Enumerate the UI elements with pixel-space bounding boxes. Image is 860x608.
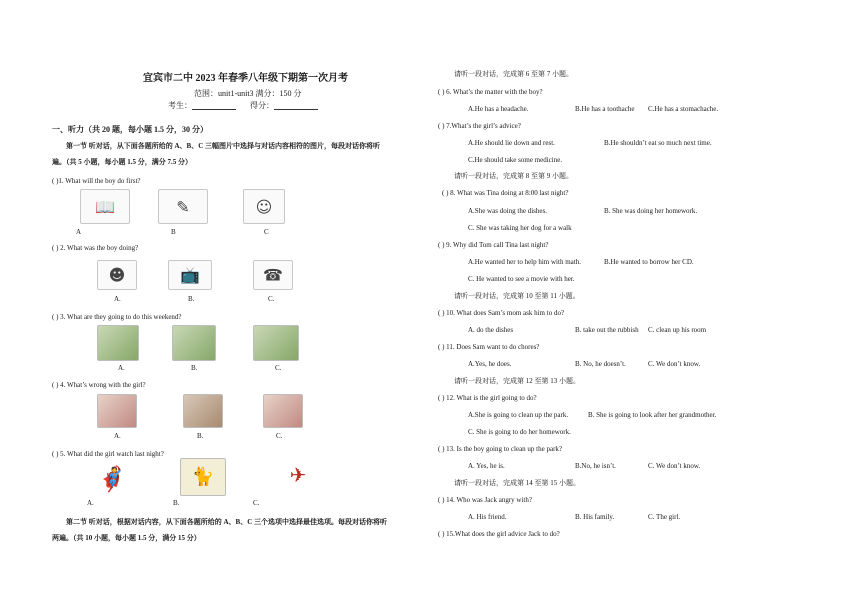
reading-sketch-icon: ☎ bbox=[263, 265, 283, 285]
part1-instruction-line1: 第一节 听对话，从下面各题所给的 A、B、C 三幅图片中选择与对话内容相符的图片，每段对话你将听 bbox=[66, 142, 381, 150]
q6-option-c[interactable]: C.He has a stomachache. bbox=[648, 105, 719, 113]
q14-option-b[interactable]: B. His family. bbox=[575, 513, 615, 521]
q6-option-a[interactable]: A.He has a headache. bbox=[468, 105, 529, 113]
question-1: ( )1. What will the boy do first? bbox=[52, 177, 141, 185]
reading-sketch-icon: 📖 bbox=[95, 197, 115, 216]
question-5: ( ) 5. What did the girl watch last night? bbox=[52, 450, 164, 458]
q5-option-c-image[interactable] bbox=[274, 460, 322, 490]
part1-instruction-line2: 遍。（共 5 小题，每小题 1.5 分，满分 7.5 分） bbox=[52, 158, 192, 166]
score-label: 得分： bbox=[250, 101, 274, 110]
tom-and-jerry-icon: 🐈 bbox=[191, 466, 215, 488]
part2-instruction-line2: 两遍。（共 10 小题，每小题 1.5 分，满分 15 分） bbox=[52, 534, 201, 542]
q4-option-a-image[interactable] bbox=[97, 394, 137, 428]
q5-label-c: C. bbox=[253, 499, 260, 507]
q1-option-c-image[interactable] bbox=[243, 189, 285, 224]
question-7: ( ) 7.What’s the girl’s advice? bbox=[438, 122, 521, 130]
q3-label-c: C. bbox=[275, 364, 282, 372]
q1-option-a-image[interactable] bbox=[80, 189, 130, 224]
student-label: 考生： bbox=[168, 101, 192, 110]
q3-option-c-image[interactable] bbox=[253, 325, 299, 361]
student-sketch-icon: ☺ bbox=[255, 197, 273, 216]
q8-option-a[interactable]: A.She was doing the dishes. bbox=[468, 207, 547, 215]
question-13: ( ) 13. Is the boy going to clean up the park? bbox=[438, 445, 563, 453]
q2-option-a-image[interactable] bbox=[97, 260, 137, 290]
q4-option-b-image[interactable] bbox=[183, 394, 223, 428]
student-sketch-icon: ☻ bbox=[108, 265, 126, 285]
q2-label-c: C. bbox=[268, 295, 275, 303]
q5-label-a: A. bbox=[87, 499, 94, 507]
q8-option-b[interactable]: B. She was doing her homework. bbox=[604, 207, 698, 215]
instruction-12-13: 请听一段对话，完成第 12 至第 13 小题。 bbox=[454, 377, 580, 385]
question-8: ( ) 8. What was Tina doing at 8:00 last night? bbox=[442, 189, 569, 197]
student-line bbox=[168, 101, 318, 110]
q13-option-c[interactable]: C. We don’t know. bbox=[648, 462, 701, 470]
drawing-sketch-icon: ✎ bbox=[176, 197, 190, 216]
q13-option-a[interactable]: A. Yes, he is. bbox=[468, 462, 505, 470]
q1-label-a: A bbox=[76, 228, 82, 236]
instruction-10-11: 请听一段对话，完成第 10 至第 11 小题。 bbox=[454, 292, 580, 300]
question-9: ( ) 9. Why did Tom call Tina last night? bbox=[438, 241, 549, 249]
flying-hero-icon: ✈ bbox=[289, 463, 307, 487]
q11-option-a[interactable]: A.Yes, he does. bbox=[468, 360, 512, 368]
q1-option-b-image[interactable] bbox=[158, 189, 208, 224]
instruction-14-15: 请听一段对话，完成第 14 至第 15 小题。 bbox=[454, 479, 580, 487]
score-blank[interactable] bbox=[274, 102, 318, 110]
q9-option-c[interactable]: C. He wanted to see a movie with her. bbox=[468, 275, 575, 283]
q9-option-b[interactable]: B.He wanted to borrow her CD. bbox=[604, 258, 694, 266]
q5-label-b: B. bbox=[173, 499, 180, 507]
tv-sketch-icon: 📺 bbox=[180, 265, 200, 285]
section-heading: 一、听力（共 20 题，每小题 1.5 分，30 分） bbox=[52, 125, 208, 134]
q4-label-b: B. bbox=[197, 432, 204, 440]
q12-option-b[interactable]: B. She is going to look after her grandmother. bbox=[588, 411, 717, 419]
q1-label-c: C bbox=[264, 228, 269, 236]
question-15: ( ) 15.What does the girl advice Jack to do? bbox=[438, 530, 560, 538]
question-14: ( ) 14. Who was Jack angry with? bbox=[438, 496, 532, 504]
q3-option-a-image[interactable] bbox=[97, 325, 139, 361]
question-11: ( ) 11. Does Sam want to do chores? bbox=[438, 343, 540, 351]
student-blank[interactable] bbox=[192, 102, 236, 110]
q5-option-b-image[interactable] bbox=[180, 458, 226, 496]
q7-option-c[interactable]: C.He should take some medicine. bbox=[468, 156, 563, 164]
q14-option-a[interactable]: A. His friend. bbox=[468, 513, 507, 521]
q4-label-a: A. bbox=[114, 432, 121, 440]
q10-option-c[interactable]: C. clean up his room bbox=[648, 326, 707, 334]
question-6: ( ) 6. What’s the matter with the boy? bbox=[438, 88, 543, 96]
q2-option-c-image[interactable] bbox=[253, 260, 293, 290]
q10-option-a[interactable]: A. do the dishes bbox=[468, 326, 514, 334]
exam-title: 宜宾市二中 2023 年春季八年级下期第一次月考 bbox=[143, 73, 348, 84]
q4-option-c-image[interactable] bbox=[263, 394, 303, 428]
question-3: ( ) 3. What are they going to do this weekend? bbox=[52, 313, 182, 321]
q3-label-b: B. bbox=[191, 364, 198, 372]
q13-option-b[interactable]: B.No, he isn’t. bbox=[575, 462, 616, 470]
question-12: ( ) 12. What is the girl going to do? bbox=[438, 394, 537, 402]
q2-label-b: B. bbox=[188, 295, 195, 303]
q2-label-a: A. bbox=[114, 295, 121, 303]
superman-icon: 🦸 bbox=[97, 465, 127, 493]
part2-instruction-line1: 第二节 听对话，根据对话内容，从下面各题所给的 A、B、C 三个选项中选择最佳选项。每段对话你将听 bbox=[66, 518, 388, 526]
q11-option-b[interactable]: B. No, he doesn’t. bbox=[575, 360, 626, 368]
q3-option-b-image[interactable] bbox=[172, 325, 216, 361]
q3-label-a: A. bbox=[118, 364, 125, 372]
q7-option-a[interactable]: A.He should lie down and rest. bbox=[468, 139, 555, 147]
right-column bbox=[430, 0, 860, 608]
q12-option-c[interactable]: C. She is going to do her homework. bbox=[468, 428, 571, 436]
q5-option-a-image[interactable] bbox=[92, 460, 132, 498]
question-4: ( ) 4. What’s wrong with the girl? bbox=[52, 381, 146, 389]
instruction-8-9: 请听一段对话，完成第 8 至第 9 小题。 bbox=[454, 172, 573, 180]
q10-option-b[interactable]: B. take out the rubbish bbox=[575, 326, 639, 334]
q6-option-b[interactable]: B.He has a toothache bbox=[575, 105, 635, 113]
question-2: ( ) 2. What was the boy doing? bbox=[52, 244, 139, 252]
q12-option-a[interactable]: A.She is going to clean up the park. bbox=[468, 411, 569, 419]
q7-option-b[interactable]: B.He shouldn’t eat so much next time. bbox=[604, 139, 712, 147]
instruction-6-7: 请听一段对话，完成第 6 至第 7 小题。 bbox=[454, 70, 573, 78]
q4-label-c: C. bbox=[276, 432, 283, 440]
exam-scope: 范围：unit1-unit3 满分：150 分 bbox=[194, 89, 302, 98]
q1-label-b: B bbox=[171, 228, 176, 236]
q8-option-c[interactable]: C. She was taking her dog for a walk bbox=[468, 224, 572, 232]
q14-option-c[interactable]: C. The girl. bbox=[648, 513, 681, 521]
q11-option-c[interactable]: C. We don’t know. bbox=[648, 360, 701, 368]
question-10: ( ) 10. What does Sam’s mom ask him to do? bbox=[438, 309, 565, 317]
q9-option-a[interactable]: A.He wanted her to help him with math. bbox=[468, 258, 581, 266]
q2-option-b-image[interactable] bbox=[168, 260, 212, 290]
